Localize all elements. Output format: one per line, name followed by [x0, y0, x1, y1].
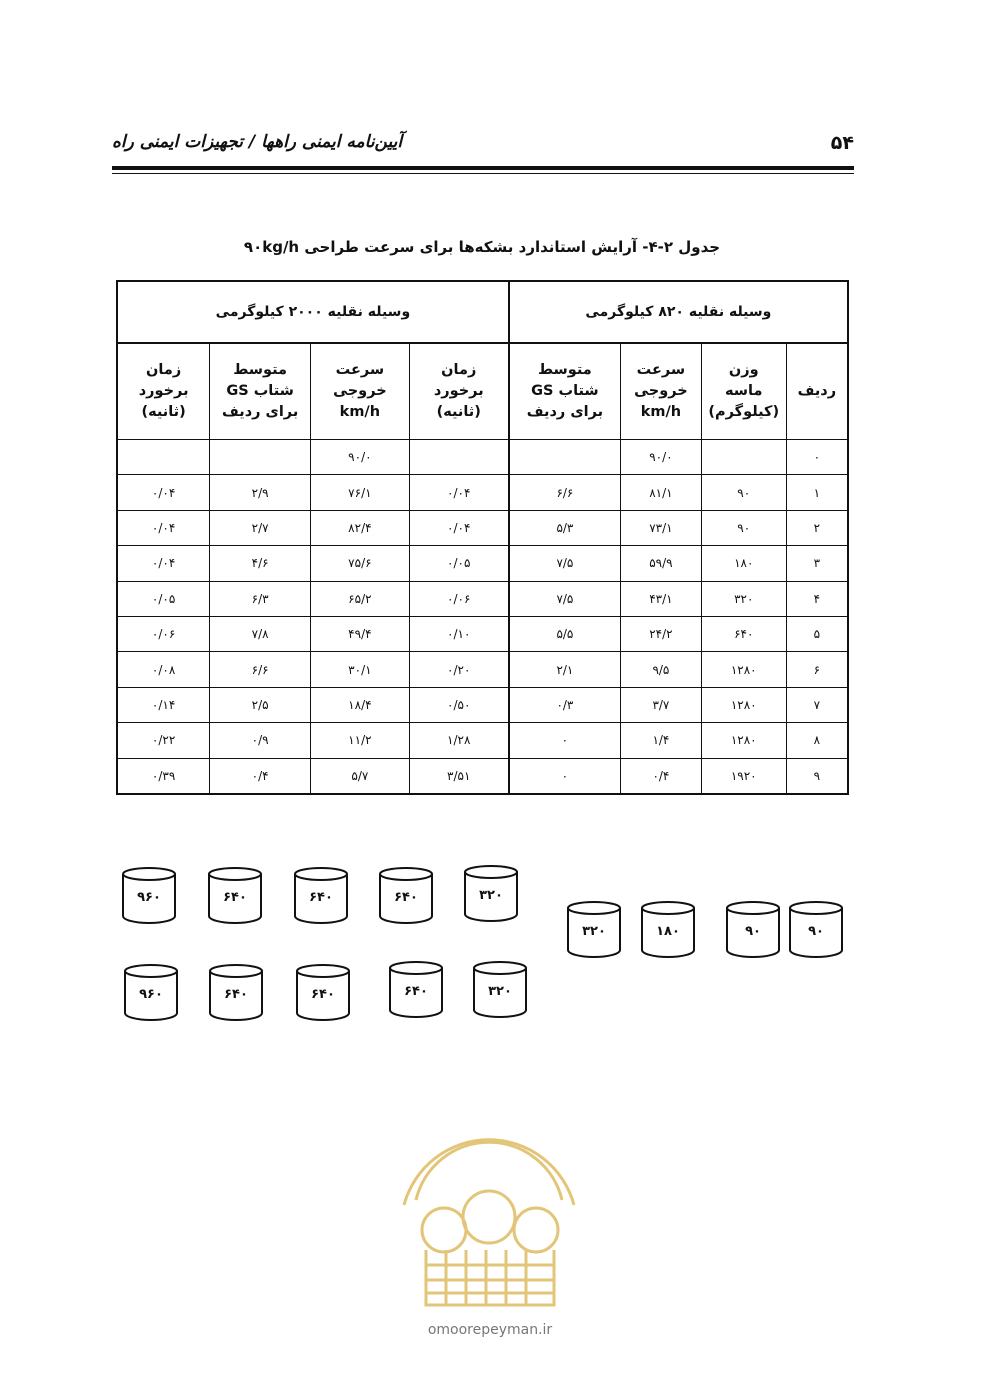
cell: ۰/۲۲: [117, 723, 210, 758]
cell: ۶۴۰: [701, 616, 786, 651]
cell: ۱/۴: [621, 723, 702, 758]
cell: ۷/۸: [210, 616, 311, 651]
cell: ۵/۵: [509, 616, 621, 651]
table-row: [117, 723, 848, 758]
cell: ۰/۴: [621, 758, 702, 794]
cell: ۲۴/۲: [621, 616, 702, 651]
col-header-row: ردیف: [786, 343, 848, 440]
cell: ۲: [786, 510, 848, 545]
cell: ۰/۳: [509, 687, 621, 722]
cell: ۲/۹: [210, 475, 311, 510]
table-row: [117, 510, 848, 545]
group-header-2000: وسیله نقلیه ۲۰۰۰ کیلوگرمی: [117, 281, 509, 343]
cell: ۱/۲۸: [409, 723, 509, 758]
col-header-exit-speed-820: سرعت خروجی km/h: [621, 343, 702, 440]
cell: ۸۱/۱: [621, 475, 702, 510]
cell: ۳۲۰: [701, 581, 786, 616]
cell: ۶/۳: [210, 581, 311, 616]
cell: [210, 440, 311, 475]
cell: ۰/۰۴: [117, 546, 210, 581]
cell: ۸: [786, 723, 848, 758]
cell: ۳/۷: [621, 687, 702, 722]
cell: ۹۰/۰: [621, 440, 702, 475]
cell: ۱۲۸۰: [701, 687, 786, 722]
page-number: ۵۴: [830, 132, 854, 154]
cell: ۱۲۸۰: [701, 723, 786, 758]
barrel: ۶۴۰: [388, 960, 444, 1018]
running-title: آیین‌نامه ایمنی راهها / تجهیزات ایمنی راه: [112, 132, 403, 152]
col-header-gs-820: متوسط شتاب GS برای ردیف: [509, 343, 621, 440]
cell: [509, 440, 621, 475]
cell: ۴۹/۴: [311, 616, 410, 651]
cell: ۴/۶: [210, 546, 311, 581]
cell: ۰/۳۹: [117, 758, 210, 794]
group-header-820: وسیله نقلیه ۸۲۰ کیلوگرمی: [509, 281, 848, 343]
table-caption: جدول ۲-۴- آرایش استاندارد بشکه‌ها برای سرعت طراحی ۹۰kg/h: [243, 238, 721, 256]
cell: ۱۸۰: [701, 546, 786, 581]
barrel: ۹۶۰: [123, 963, 179, 1021]
cell: ۶: [786, 652, 848, 687]
barrel: ۱۸۰: [640, 900, 696, 958]
cell: ۰: [786, 440, 848, 475]
cell: ۱۹۲۰: [701, 758, 786, 794]
cell: ۲/۷: [210, 510, 311, 545]
cell: ۳۰/۱: [311, 652, 410, 687]
cell: ۰/۰۵: [117, 581, 210, 616]
barrel: ۹۰: [788, 900, 844, 958]
barrel: ۶۴۰: [293, 866, 349, 924]
col-header-impact-time-2000: زمان برخورد (ثانیه): [117, 343, 210, 440]
cell: ۹۰: [701, 475, 786, 510]
cell: ۷۵/۶: [311, 546, 410, 581]
cell: ۰/۹: [210, 723, 311, 758]
cell: ۸۲/۴: [311, 510, 410, 545]
cell: ۱۱/۲: [311, 723, 410, 758]
cell: ۴: [786, 581, 848, 616]
cell: ۰/۰۵: [409, 546, 509, 581]
table-row: [117, 652, 848, 687]
watermark-site: omoorepeyman.ir: [427, 1322, 553, 1338]
cell: ۳: [786, 546, 848, 581]
cell: ۹۰: [701, 510, 786, 545]
watermark-logo: [386, 1105, 592, 1315]
cell: ۶/۶: [210, 652, 311, 687]
cell: [701, 440, 786, 475]
col-header-exit-speed-2000: سرعت خروجی km/h: [311, 343, 410, 440]
cell: ۶/۶: [509, 475, 621, 510]
cell: [409, 440, 509, 475]
cell: ۵: [786, 616, 848, 651]
barrel: ۹۶۰: [121, 866, 177, 924]
cell: ۰: [509, 758, 621, 794]
table-row: [117, 546, 848, 581]
cell: ۰/۰۸: [117, 652, 210, 687]
cell: ۷/۵: [509, 581, 621, 616]
cell: ۰/۱۰: [409, 616, 509, 651]
cell: ۱: [786, 475, 848, 510]
cell: ۰/۰۴: [117, 475, 210, 510]
table-row: [117, 581, 848, 616]
cell: ۷۶/۱: [311, 475, 410, 510]
cell: ۰/۵۰: [409, 687, 509, 722]
cell: ۹۰/۰: [311, 440, 410, 475]
barrel: ۶۴۰: [378, 866, 434, 924]
cell: ۰/۰۶: [409, 581, 509, 616]
cell: ۰/۰۴: [409, 475, 509, 510]
barrel: ۹۰: [725, 900, 781, 958]
barrel: ۳۲۰: [566, 900, 622, 958]
cell: ۰/۱۴: [117, 687, 210, 722]
cell: ۷: [786, 687, 848, 722]
cell: ۰/۰۶: [117, 616, 210, 651]
cell: [117, 440, 210, 475]
cell: ۴۳/۱: [621, 581, 702, 616]
cell: ۲/۱: [509, 652, 621, 687]
cell: ۰: [509, 723, 621, 758]
cell: ۰/۴: [210, 758, 311, 794]
cell: ۰/۰۴: [409, 510, 509, 545]
col-header-sand-weight: وزن ماسه (کیلوگرم): [701, 343, 786, 440]
cell: ۷/۵: [509, 546, 621, 581]
header-rule-thick: [112, 166, 854, 170]
cell: ۳/۵۱: [409, 758, 509, 794]
barrel: ۶۴۰: [207, 866, 263, 924]
cell: ۹: [786, 758, 848, 794]
table-row: [117, 440, 848, 475]
cell: ۰/۰۴: [117, 510, 210, 545]
barrel-arrangement-table: [116, 280, 849, 795]
cell: ۶۵/۲: [311, 581, 410, 616]
page-header: [112, 124, 854, 164]
cell: ۵۹/۹: [621, 546, 702, 581]
col-header-impact-time-820: زمان برخورد (ثانیه): [409, 343, 509, 440]
cell: ۰/۲۰: [409, 652, 509, 687]
table-row: [117, 616, 848, 651]
col-header-gs-2000: متوسط شتاب GS برای ردیف: [210, 343, 311, 440]
cell: ۷۳/۱: [621, 510, 702, 545]
barrel: ۶۴۰: [208, 963, 264, 1021]
header-rule-thin: [112, 173, 854, 174]
barrel: ۳۲۰: [463, 864, 519, 922]
table-row: [117, 687, 848, 722]
barrel: ۳۲۰: [472, 960, 528, 1018]
cell: ۹/۵: [621, 652, 702, 687]
cell: ۲/۵: [210, 687, 311, 722]
cell: ۵/۳: [509, 510, 621, 545]
cell: ۱۲۸۰: [701, 652, 786, 687]
table-row: [117, 475, 848, 510]
barrel: ۶۴۰: [295, 963, 351, 1021]
table-row: [117, 758, 848, 794]
cell: ۱۸/۴: [311, 687, 410, 722]
cell: ۵/۷: [311, 758, 410, 794]
